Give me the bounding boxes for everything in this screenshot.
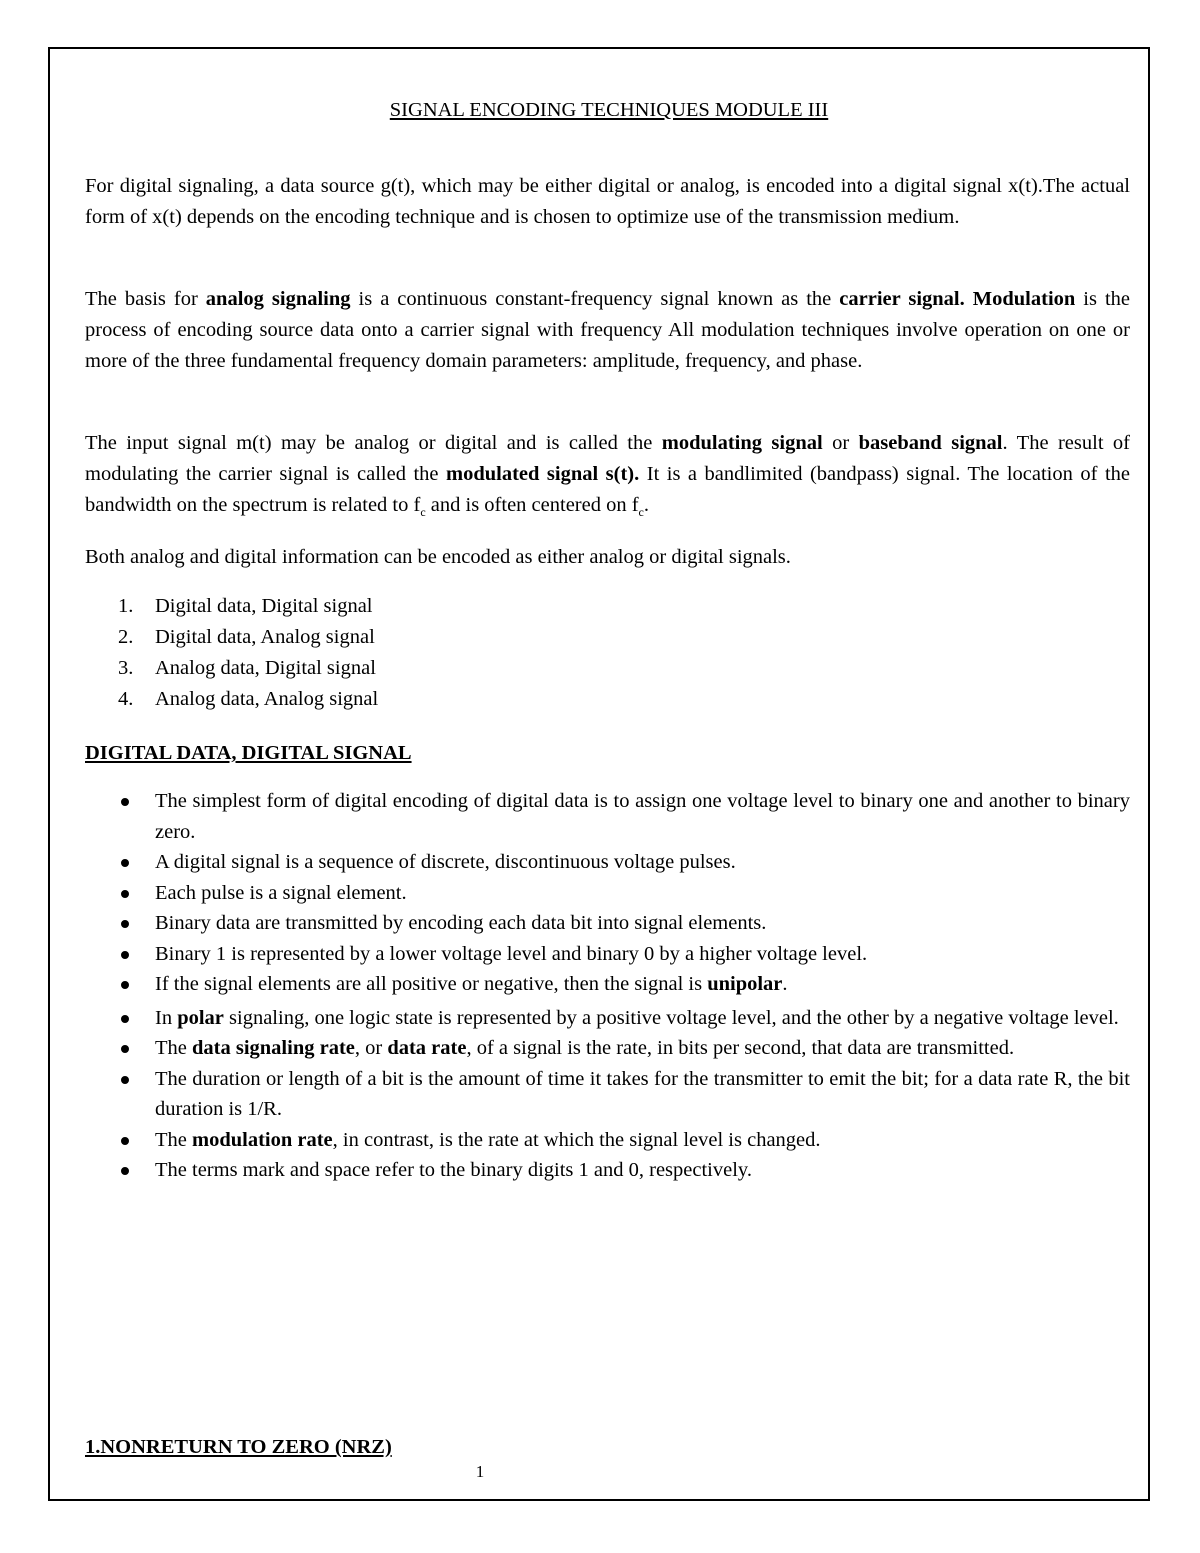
bold-term: modulated signal s(t). (446, 463, 640, 485)
section-heading-digital-data: DIGITAL DATA, DIGITAL SIGNAL (85, 742, 412, 764)
bold-term: analog signaling (205, 288, 351, 310)
text-run: In (155, 1006, 178, 1029)
text-run: is a continuous constant-frequency signal known as the (350, 288, 840, 310)
list-item (85, 591, 378, 622)
text-run: . (643, 494, 649, 516)
bullet-icon (121, 890, 129, 898)
bold-term: modulation rate (192, 1128, 333, 1151)
list-number: 4. (118, 688, 134, 710)
list-item-text: Binary 1 is represented by a lower voltage level and binary 0 by a higher voltage level. (155, 942, 868, 965)
bullet-icon (121, 1137, 129, 1145)
list-item (85, 786, 1130, 847)
list-item (85, 1064, 1130, 1125)
list-item (85, 847, 1130, 878)
list-item (85, 1125, 1130, 1156)
text-run: signaling, one logic state is represented by a positive voltage level, and the other by a negative voltage level. (223, 1006, 1119, 1029)
list-item-text: Binary data are transmitted by encoding each data bit into signal elements. (155, 912, 767, 934)
text-run: The (155, 1037, 192, 1059)
bold-term: data rate (387, 1037, 467, 1059)
text-run: is the process of encoding source data onto a carrier signal with frequency All modulation techniques involve operation on one or more of the three fundamental frequency domain parameters: amplitude, frequency, and phase. (85, 288, 1131, 372)
list-item-text: The terms mark and space refer to the binary digits 1 and 0, respectively. (155, 1159, 752, 1181)
bold-term: Modulation (972, 288, 1076, 310)
intro-paragraph-4 (85, 542, 1130, 573)
text-run (965, 288, 973, 310)
intro-paragraph-2 (85, 284, 1130, 377)
list-item (85, 1155, 1130, 1186)
text-run: and is often centered on f (425, 494, 639, 516)
paragraph-text: Both analog and digital information can be encoded as either analog or digital signals. (85, 546, 791, 568)
bold-term: data signaling rate (192, 1037, 355, 1059)
text-run: The (155, 1128, 192, 1151)
page-number: 1 (475, 1462, 485, 1481)
list-item-text: The simplest form of digital encoding of digital data is to assign one voltage level to binary one and another to binary zero. (155, 790, 1130, 843)
list-item (85, 908, 1130, 939)
bold-term: modulating signal (661, 432, 823, 454)
bullet-icon (121, 859, 129, 867)
intro-paragraph-1 (85, 171, 1130, 233)
list-item-text: Each pulse is a signal element. (155, 881, 407, 904)
bullet-icon (121, 920, 129, 928)
list-item (85, 653, 378, 684)
bullet-icon (121, 1045, 129, 1053)
text-run: If the signal elements are all positive or negative, then the signal is (155, 973, 708, 995)
text-run: It is a bandlimited (bandpass) signal. The location of the bandwidth on the spectrum is related to f (85, 463, 1130, 516)
bullet-icon (121, 981, 129, 989)
list-item (85, 1033, 1130, 1064)
list-item (85, 622, 378, 653)
bullet-icon (121, 1167, 129, 1175)
list-item (85, 939, 1130, 970)
subscript: c (420, 505, 426, 520)
list-number: 3. (118, 657, 134, 679)
text-run: The input signal m(t) may be analog or digital and is called the (85, 432, 662, 454)
list-number: 2. (118, 626, 134, 648)
bold-term: unipolar (707, 973, 783, 995)
list-number: 1. (118, 595, 134, 617)
numbered-list (85, 591, 378, 715)
list-item-text: A digital signal is a sequence of discrete, discontinuous voltage pulses. (155, 851, 736, 873)
bullet-icon (121, 798, 129, 806)
list-item-text: Analog data, Analog signal (155, 688, 379, 710)
page-border (48, 47, 1150, 1501)
section-heading-nrz: 1.NONRETURN TO ZERO (NRZ) (85, 1436, 392, 1458)
list-item (85, 1003, 1130, 1034)
bold-term: baseband signal (858, 432, 1003, 454)
list-item-text: The duration or length of a bit is the amount of time it takes for the transmitter to emit the bit; for a data rate R, the bit duration is 1/R. (155, 1067, 1130, 1120)
list-item-text: Digital data, Digital signal (155, 595, 373, 617)
text-run: . The result of modulating the carrier signal is called the (85, 432, 1131, 485)
paragraph-text (85, 428, 1130, 521)
text-run: The basis for (85, 288, 206, 310)
bullet-icon (121, 1076, 129, 1084)
bullet-icon (121, 951, 129, 959)
subscript: c (638, 505, 644, 520)
list-item-text: Analog data, Digital signal (155, 657, 376, 679)
text-run: or (822, 432, 859, 454)
document-title: SIGNAL ENCODING TECHNIQUES MODULE III (389, 99, 829, 121)
paragraph-text (85, 284, 1130, 377)
text-run: . (782, 973, 788, 995)
text-run: , or (354, 1037, 388, 1059)
list-item-text: Digital data, Analog signal (155, 626, 375, 648)
intro-paragraph-3 (85, 428, 1130, 521)
text-run: , of a signal is the rate, in bits per second, that data are transmitted. (466, 1037, 1015, 1059)
paragraph-text: For digital signaling, a data source g(t), which may be either digital or analog, is encoded into a digital signal x(t).The actual form of x(t) depends on the encoding technique and is chosen to optimize use of the transmission medium. (85, 175, 1130, 228)
bullet-list (85, 786, 1130, 1186)
list-item (85, 684, 378, 715)
bullet-icon (121, 1015, 129, 1023)
text-run: , in contrast, is the rate at which the signal level is changed. (332, 1128, 821, 1151)
bold-term: polar (177, 1006, 224, 1029)
list-item (85, 878, 1130, 909)
bold-term: carrier signal. (839, 288, 965, 310)
list-item (85, 969, 1130, 1000)
